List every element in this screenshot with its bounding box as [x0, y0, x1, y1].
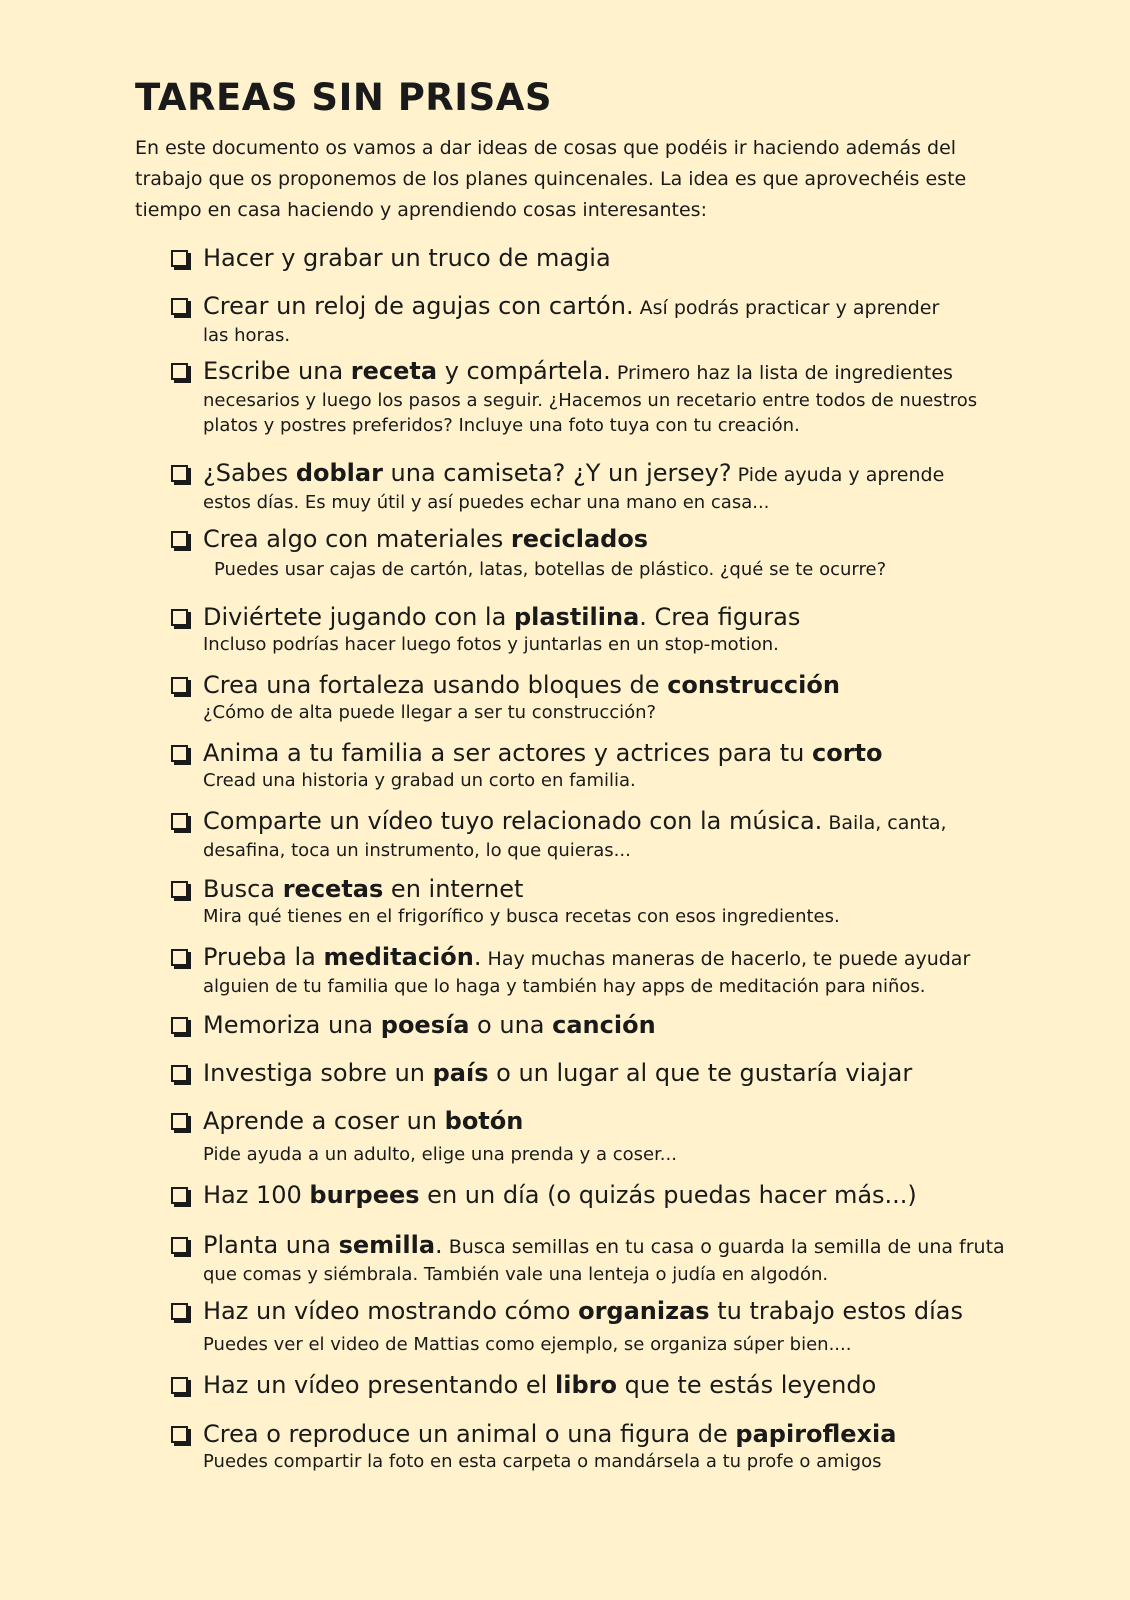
page-title: TAREAS SIN PRISAS — [135, 76, 552, 119]
checkbox-icon[interactable] — [171, 881, 188, 898]
checkbox-icon[interactable] — [171, 1377, 188, 1394]
task-item: Crear un reloj de agujas con cartón. Así podrás practicar y aprender las horas. — [171, 291, 1001, 348]
checkbox-icon[interactable] — [171, 609, 188, 626]
checkbox-icon[interactable] — [171, 298, 188, 315]
task-item: Escribe una receta y compártela. Primero haz la lista de ingredientes necesarios y luego los pasos a seguir. ¿Hacemos un recetario entre todos de nuestros platos y postres preferidos? Incluye una foto tuya con tu creación. — [171, 356, 1001, 438]
checkbox-icon[interactable] — [171, 1187, 188, 1204]
task-description: Mira qué tienes en el frigorífico y busca recetas con esos ingredientes. — [203, 906, 840, 927]
task-item: Prueba la meditación. Hay muchas maneras de hacerlo, te puede ayudar alguien de tu familia que lo haga y también hay apps de meditación para niños. — [171, 942, 1001, 999]
task-item: Crea una fortaleza usando bloques de construcción ¿Cómo de alta puede llegar a ser tu construcción? — [171, 670, 1001, 725]
task-description: Pide ayuda a un adulto, elige una prenda y a coser... — [203, 1144, 677, 1165]
task-item: Haz 100 burpees en un día (o quizás puedas hacer más...) — [171, 1180, 1001, 1210]
checkbox-icon[interactable] — [171, 531, 188, 548]
task-item: Diviértete jugando con la plastilina. Crea figuras Incluso podrías hacer luego fotos y juntarlas en un stop-motion. — [171, 602, 1001, 657]
checkbox-icon[interactable] — [171, 363, 188, 380]
task-description: desafina, toca un instrumento, lo que quieras... — [203, 840, 631, 861]
intro-paragraph: En este documento os vamos a dar ideas de cosas que podéis ir haciendo además del trabajo que os proponemos de los planes quincenales. La idea es que aprovechéis este tiempo en casa haciendo y aprendiendo cosas interesantes: — [135, 137, 967, 221]
task-item: Planta una semilla. Busca semillas en tu casa o guarda la semilla de una fruta que comas y siémbrala. También vale una lenteja o judía en algodón. — [171, 1230, 1001, 1287]
task-item: Investiga sobre un país o un lugar al que te gustaría viajar — [171, 1058, 1001, 1088]
task-description: las horas. — [203, 325, 291, 346]
checkbox-icon[interactable] — [171, 1065, 188, 1082]
task-item: Haz un vídeo presentando el libro que te estás leyendo — [171, 1370, 1001, 1400]
task-item: Anima a tu familia a ser actores y actrices para tu corto Cread una historia y grabad un corto en familia. — [171, 738, 1001, 793]
task-description: Puedes ver el video de Mattias como ejemplo, se organiza súper bien.... — [203, 1334, 852, 1355]
task-description: que comas y siémbrala. También vale una lenteja o judía en algodón. — [203, 1264, 829, 1285]
task-description: Puedes compartir la foto en esta carpeta o mandársela a tu profe o amigos — [203, 1451, 882, 1472]
task-item: Hacer y grabar un truco de magia — [171, 243, 1001, 273]
task-item: Aprende a coser un botón Pide ayuda a un adulto, elige una prenda y a coser... — [171, 1106, 1001, 1167]
task-description: alguien de tu familia que lo haga y también hay apps de meditación para niños. — [203, 976, 926, 997]
task-description: ¿Cómo de alta puede llegar a ser tu construcción? — [203, 702, 657, 723]
checkbox-icon[interactable] — [171, 1426, 188, 1443]
checkbox-icon[interactable] — [171, 1017, 188, 1034]
task-description: necesarios y luego los pasos a seguir. ¿Hacemos un recetario entre todos de nuestros platos y postres preferidos? Incluye una foto tuya con tu creación. — [203, 390, 978, 436]
task-item: Memoriza una poesía o una canción — [171, 1010, 1001, 1040]
checkbox-icon[interactable] — [171, 465, 188, 482]
task-description: Incluso podrías hacer luego fotos y juntarlas en un stop-motion. — [203, 634, 779, 655]
checkbox-icon[interactable] — [171, 1303, 188, 1320]
checkbox-icon[interactable] — [171, 745, 188, 762]
task-item: Haz un vídeo mostrando cómo organizas tu trabajo estos días Puedes ver el video de Mattias como ejemplo, se organiza súper bien.... — [171, 1296, 1001, 1357]
task-item: Comparte un vídeo tuyo relacionado con la música. Baila, canta, desafina, toca un instrumento, lo que quieras... — [171, 806, 1001, 863]
checkbox-icon[interactable] — [171, 1113, 188, 1130]
checkbox-icon[interactable] — [171, 1237, 188, 1254]
task-item: Crea o reproduce un animal o una figura de papiroflexia Puedes compartir la foto en esta carpeta o mandársela a tu profe o amigos — [171, 1419, 1001, 1474]
checkbox-icon[interactable] — [171, 813, 188, 830]
checkbox-icon[interactable] — [171, 250, 188, 267]
checkbox-icon[interactable] — [171, 677, 188, 694]
task-description: Puedes usar cajas de cartón, latas, botellas de plástico. ¿qué se te ocurre? — [214, 559, 887, 580]
task-item: Busca recetas en internet Mira qué tienes en el frigorífico y busca recetas con esos ingredientes. — [171, 874, 1001, 929]
task-description: Cread una historia y grabad un corto en familia. — [203, 770, 636, 791]
task-item: ¿Sabes doblar una camiseta? ¿Y un jersey? Pide ayuda y aprende estos días. Es muy útil y así puedes echar una mano en casa... — [171, 458, 1001, 515]
task-item: Crea algo con materiales reciclados Puedes usar cajas de cartón, latas, botellas de plástico. ¿qué se te ocurre? — [171, 524, 1001, 582]
checkbox-icon[interactable] — [171, 949, 188, 966]
task-description: estos días. Es muy útil y así puedes echar una mano en casa... — [203, 492, 770, 513]
